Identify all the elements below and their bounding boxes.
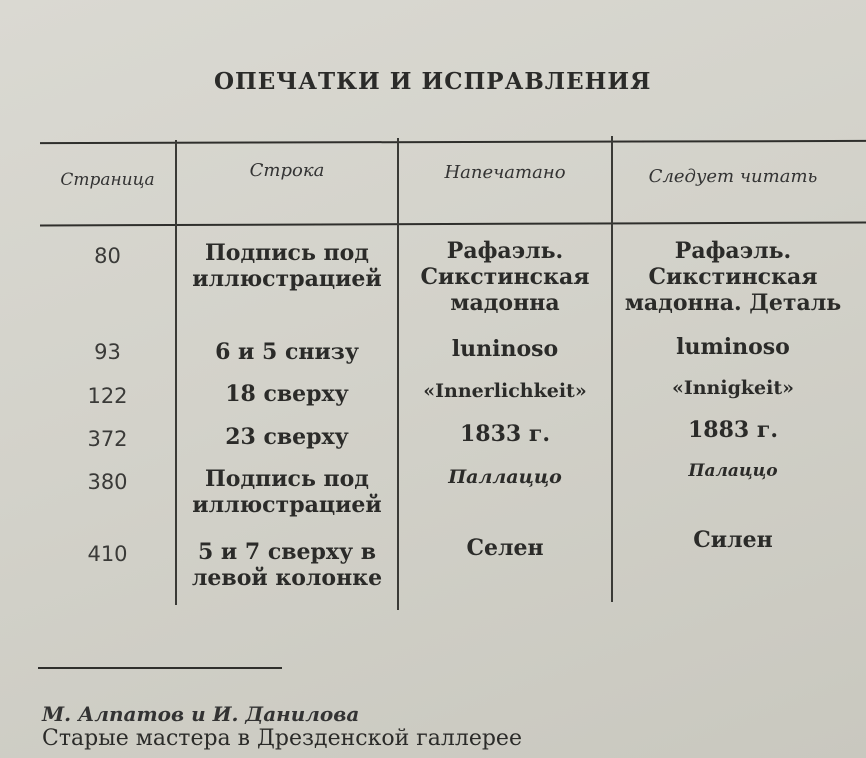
row-printed: Паллаццо xyxy=(448,466,562,488)
row-page: 93 xyxy=(94,340,121,364)
row-printed: «Innerlichkeit» xyxy=(423,380,587,402)
row-correct: Палаццо xyxy=(688,461,778,481)
row-line: 23 сверху xyxy=(225,424,349,450)
page-title: ОПЕЧАТКИ И ИСПРАВЛЕНИЯ xyxy=(214,68,652,95)
row-correct: Рафаэль. Сикстинская мадонна. Деталь xyxy=(624,238,842,316)
row-page: 122 xyxy=(87,384,128,408)
row-page: 372 xyxy=(87,427,128,451)
footer-book-title: Старые мастера в Дрезденской галлерее xyxy=(42,726,522,751)
row-printed: Рафаэль. Сикстинская мадонна xyxy=(420,238,590,316)
table-header-rule xyxy=(40,222,866,227)
row-printed: Селен xyxy=(466,535,544,561)
row-printed: luninoso xyxy=(451,336,559,362)
row-correct: luminoso xyxy=(676,334,790,360)
row-printed: 1833 г. xyxy=(459,421,551,447)
row-page: 410 xyxy=(87,542,128,566)
row-line: 5 и 7 сверху в левой колонке xyxy=(191,539,383,591)
row-correct: «Innigkeit» xyxy=(671,377,794,399)
footer-authors: М. Алпатов и И. Данилова xyxy=(42,702,360,726)
row-page: 80 xyxy=(94,244,121,268)
footer-rule xyxy=(38,667,282,669)
column-header-correct: Следует читать xyxy=(648,166,818,187)
row-line: 18 сверху xyxy=(225,381,349,407)
row-line: Подпись под иллюстрацией xyxy=(192,240,382,292)
row-page: 380 xyxy=(87,470,128,494)
row-line: Подпись под иллюстрацией xyxy=(192,466,382,518)
column-header-page: Страница xyxy=(60,170,155,190)
column-header-line: Строка xyxy=(249,160,325,181)
column-divider-1 xyxy=(175,140,177,605)
column-header-printed: Напечатано xyxy=(444,162,566,183)
row-correct: Силен xyxy=(693,527,773,553)
row-line: 6 и 5 снизу xyxy=(215,339,359,365)
table-top-rule xyxy=(40,140,866,144)
row-correct: 1883 г. xyxy=(687,417,779,443)
